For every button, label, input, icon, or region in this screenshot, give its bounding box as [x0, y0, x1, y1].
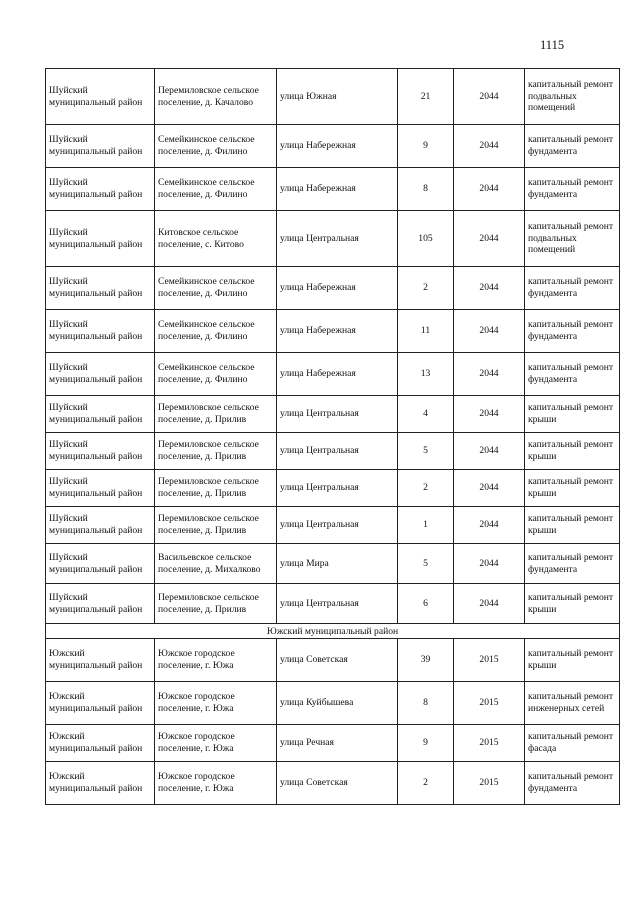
table-row — [46, 125, 620, 168]
table-row — [46, 69, 620, 125]
district-cell: Шуйский муниципальный район — [46, 396, 155, 433]
street-cell: улица Центральная — [277, 584, 398, 624]
planned-year-cell: 2044 — [454, 211, 525, 267]
settlement-cell: Южское городское поселение, г. Южа — [155, 639, 277, 682]
table-row — [46, 396, 620, 433]
planned-year-cell: 2044 — [454, 69, 525, 125]
planned-year-cell: 2044 — [454, 544, 525, 584]
district-cell: Шуйский муниципальный район — [46, 353, 155, 396]
district-cell: Южский муниципальный район — [46, 682, 155, 725]
settlement-cell: Южское городское поселение, г. Южа — [155, 682, 277, 725]
house-number-cell: 5 — [398, 433, 454, 470]
table-row — [46, 310, 620, 353]
planned-year-cell: 2015 — [454, 682, 525, 725]
street-cell: улица Куйбышева — [277, 682, 398, 725]
planned-year-cell: 2044 — [454, 267, 525, 310]
work-type-cell: капитальный ремонт фундамента — [525, 310, 620, 353]
table-row — [46, 470, 620, 507]
table-row — [46, 639, 620, 682]
table-row — [46, 211, 620, 267]
housing-repair-table — [45, 68, 620, 805]
work-type-cell: капитальный ремонт фундамента — [525, 267, 620, 310]
table-row — [46, 433, 620, 470]
work-type-cell: капитальный ремонт крыши — [525, 584, 620, 624]
work-type-cell: капитальный ремонт подвальных помещений — [525, 211, 620, 267]
table-row — [46, 762, 620, 805]
planned-year-cell: 2044 — [454, 470, 525, 507]
settlement-cell: Семейкинское сельское поселение, д. Филино — [155, 310, 277, 353]
table-row — [46, 584, 620, 624]
planned-year-cell: 2044 — [454, 507, 525, 544]
house-number-cell: 9 — [398, 125, 454, 168]
house-number-cell: 11 — [398, 310, 454, 353]
settlement-cell: Перемиловское сельское поселение, д. Прилив — [155, 507, 277, 544]
house-number-cell: 8 — [398, 682, 454, 725]
street-cell: улица Мира — [277, 544, 398, 584]
district-cell: Шуйский муниципальный район — [46, 507, 155, 544]
work-type-cell: капитальный ремонт крыши — [525, 507, 620, 544]
work-type-cell: капитальный ремонт фасада — [525, 725, 620, 762]
work-type-cell: капитальный ремонт фундамента — [525, 353, 620, 396]
district-cell: Шуйский муниципальный район — [46, 470, 155, 507]
district-cell: Шуйский муниципальный район — [46, 433, 155, 470]
work-type-cell: капитальный ремонт фундамента — [525, 125, 620, 168]
house-number-cell: 9 — [398, 725, 454, 762]
planned-year-cell: 2044 — [454, 125, 525, 168]
table-row — [46, 682, 620, 725]
district-cell: Шуйский муниципальный район — [46, 211, 155, 267]
table-row — [46, 168, 620, 211]
street-cell: улица Центральная — [277, 507, 398, 544]
house-number-cell: 2 — [398, 267, 454, 310]
work-type-cell: капитальный ремонт крыши — [525, 470, 620, 507]
work-type-cell: капитальный ремонт крыши — [525, 396, 620, 433]
district-cell: Южский муниципальный район — [46, 639, 155, 682]
settlement-cell: Перемиловское сельское поселение, д. Прилив — [155, 396, 277, 433]
settlement-cell: Васильевское сельское поселение, д. Михалково — [155, 544, 277, 584]
street-cell: улица Центральная — [277, 211, 398, 267]
street-cell: улица Набережная — [277, 125, 398, 168]
table-row — [46, 353, 620, 396]
planned-year-cell: 2044 — [454, 584, 525, 624]
district-cell: Шуйский муниципальный район — [46, 310, 155, 353]
settlement-cell: Семейкинское сельское поселение, д. Филино — [155, 353, 277, 396]
district-cell: Южский муниципальный район — [46, 725, 155, 762]
street-cell: улица Советская — [277, 762, 398, 805]
planned-year-cell: 2044 — [454, 168, 525, 211]
section-title: Южский муниципальный район — [46, 624, 620, 639]
house-number-cell: 39 — [398, 639, 454, 682]
planned-year-cell: 2044 — [454, 353, 525, 396]
settlement-cell: Семейкинское сельское поселение, д. Филино — [155, 125, 277, 168]
work-type-cell: капитальный ремонт инженерных сетей — [525, 682, 620, 725]
planned-year-cell: 2044 — [454, 396, 525, 433]
district-cell: Шуйский муниципальный район — [46, 168, 155, 211]
settlement-cell: Южское городское поселение, г. Южа — [155, 725, 277, 762]
district-cell: Шуйский муниципальный район — [46, 544, 155, 584]
page-number: 1115 — [540, 38, 565, 52]
street-cell: улица Набережная — [277, 168, 398, 211]
settlement-cell: Южское городское поселение, г. Южа — [155, 762, 277, 805]
settlement-cell: Перемиловское сельское поселение, д. Прилив — [155, 433, 277, 470]
house-number-cell: 13 — [398, 353, 454, 396]
settlement-cell: Семейкинское сельское поселение, д. Филино — [155, 267, 277, 310]
house-number-cell: 1 — [398, 507, 454, 544]
work-type-cell: капитальный ремонт крыши — [525, 639, 620, 682]
street-cell: улица Центральная — [277, 396, 398, 433]
district-cell: Шуйский муниципальный район — [46, 69, 155, 125]
planned-year-cell: 2044 — [454, 433, 525, 470]
house-number-cell: 2 — [398, 470, 454, 507]
district-cell: Шуйский муниципальный район — [46, 584, 155, 624]
table-row — [46, 725, 620, 762]
settlement-cell: Семейкинское сельское поселение, д. Филино — [155, 168, 277, 211]
district-cell: Шуйский муниципальный район — [46, 125, 155, 168]
district-cell: Шуйский муниципальный район — [46, 267, 155, 310]
work-type-cell: капитальный ремонт фундамента — [525, 168, 620, 211]
work-type-cell: капитальный ремонт крыши — [525, 433, 620, 470]
street-cell: улица Набережная — [277, 310, 398, 353]
street-cell: улица Набережная — [277, 353, 398, 396]
work-type-cell: капитальный ремонт фундамента — [525, 544, 620, 584]
section-header-row — [46, 624, 620, 639]
planned-year-cell: 2015 — [454, 639, 525, 682]
settlement-cell: Перемиловское сельское поселение, д. Прилив — [155, 584, 277, 624]
settlement-cell: Перемиловское сельское поселение, д. Прилив — [155, 470, 277, 507]
house-number-cell: 105 — [398, 211, 454, 267]
street-cell: улица Центральная — [277, 433, 398, 470]
work-type-cell: капитальный ремонт подвальных помещений — [525, 69, 620, 125]
house-number-cell: 8 — [398, 168, 454, 211]
settlement-cell: Перемиловское сельское поселение, д. Качалово — [155, 69, 277, 125]
table-row — [46, 507, 620, 544]
house-number-cell: 6 — [398, 584, 454, 624]
table-row — [46, 267, 620, 310]
house-number-cell: 5 — [398, 544, 454, 584]
district-cell: Южский муниципальный район — [46, 762, 155, 805]
house-number-cell: 4 — [398, 396, 454, 433]
street-cell: улица Набережная — [277, 267, 398, 310]
planned-year-cell: 2015 — [454, 725, 525, 762]
street-cell: улица Речная — [277, 725, 398, 762]
house-number-cell: 21 — [398, 69, 454, 125]
street-cell: улица Центральная — [277, 470, 398, 507]
house-number-cell: 2 — [398, 762, 454, 805]
table-row — [46, 544, 620, 584]
work-type-cell: капитальный ремонт фундамента — [525, 762, 620, 805]
street-cell: улица Южная — [277, 69, 398, 125]
table-body — [46, 69, 620, 805]
planned-year-cell: 2044 — [454, 310, 525, 353]
planned-year-cell: 2015 — [454, 762, 525, 805]
settlement-cell: Китовское сельское поселение, с. Китово — [155, 211, 277, 267]
street-cell: улица Советская — [277, 639, 398, 682]
